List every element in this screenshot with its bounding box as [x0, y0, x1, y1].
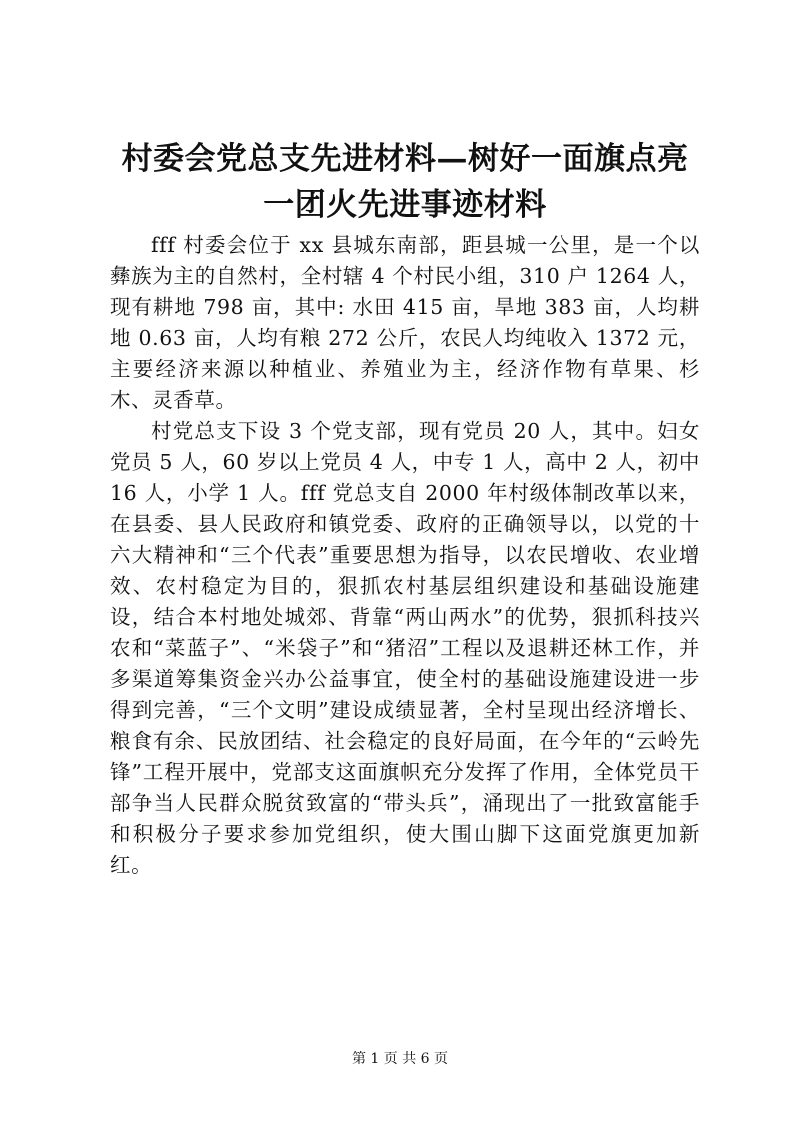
page-footer: 第 1 页 共 6 页	[351, 1051, 449, 1067]
document-title: 村委会党总支先进材料—树好一面旗点亮一团火先进事迹材料	[121, 141, 689, 223]
document-body	[110, 230, 700, 881]
paragraph-village-overview: fff 村委会位于 xx 县城东南部，距县城一公里，是一个以彝族为主的自然村，全村辖 4 个村民小组，310 户 1264 人，现有耕地 798 亩，其中: 水田 415 亩，旱地 383 亩，人均耕地 0.63 亩，人均有粮 272 公斤，农民人均纯收入 1372 元，主要经济来源以种植业、养殖业为主，经济作物有草果、杉木、灵香草。	[110, 233, 700, 412]
paragraph-party-branch: 村党总支下设 3 个党支部，现有党员 20 人，其中。妇女党员 5 人，60 岁以上党员 4 人，中专 1 人，高中 2 人，初中 16 人，小学 1 人。fff 党总支自 2000 年村级体制改革以来，在县委、县人民政府和镇党委、政府的正确领导以，以党的十六大精神和“三个代表”重要思想为指导，以农民增收、农业增效、农村稳定为目的，狠抓农村基层组织建设和基础设施建设，结合本村地处城郊、背靠“两山两水”的优势，狠抓科技兴农和“菜蓝子”、“米袋子”和“猪沼”工程以及退耕还林工作，并多渠道筹集资金兴办公益事宜，使全村的基础设施建设进一步得到完善，“三个文明”建设成绩显著，全村呈现出经济增长、粮食有余、民放团结、社会稳定的良好局面，在今年的“云岭先锋”工程开展中，党部支这面旗帜充分发挥了作用，全体党员干部争当人民群众脱贫致富的“带头兵”，涌现出了一批致富能手和积极分子要求参加党组织，使大围山脚下这面党旗更加新红。	[110, 419, 700, 877]
